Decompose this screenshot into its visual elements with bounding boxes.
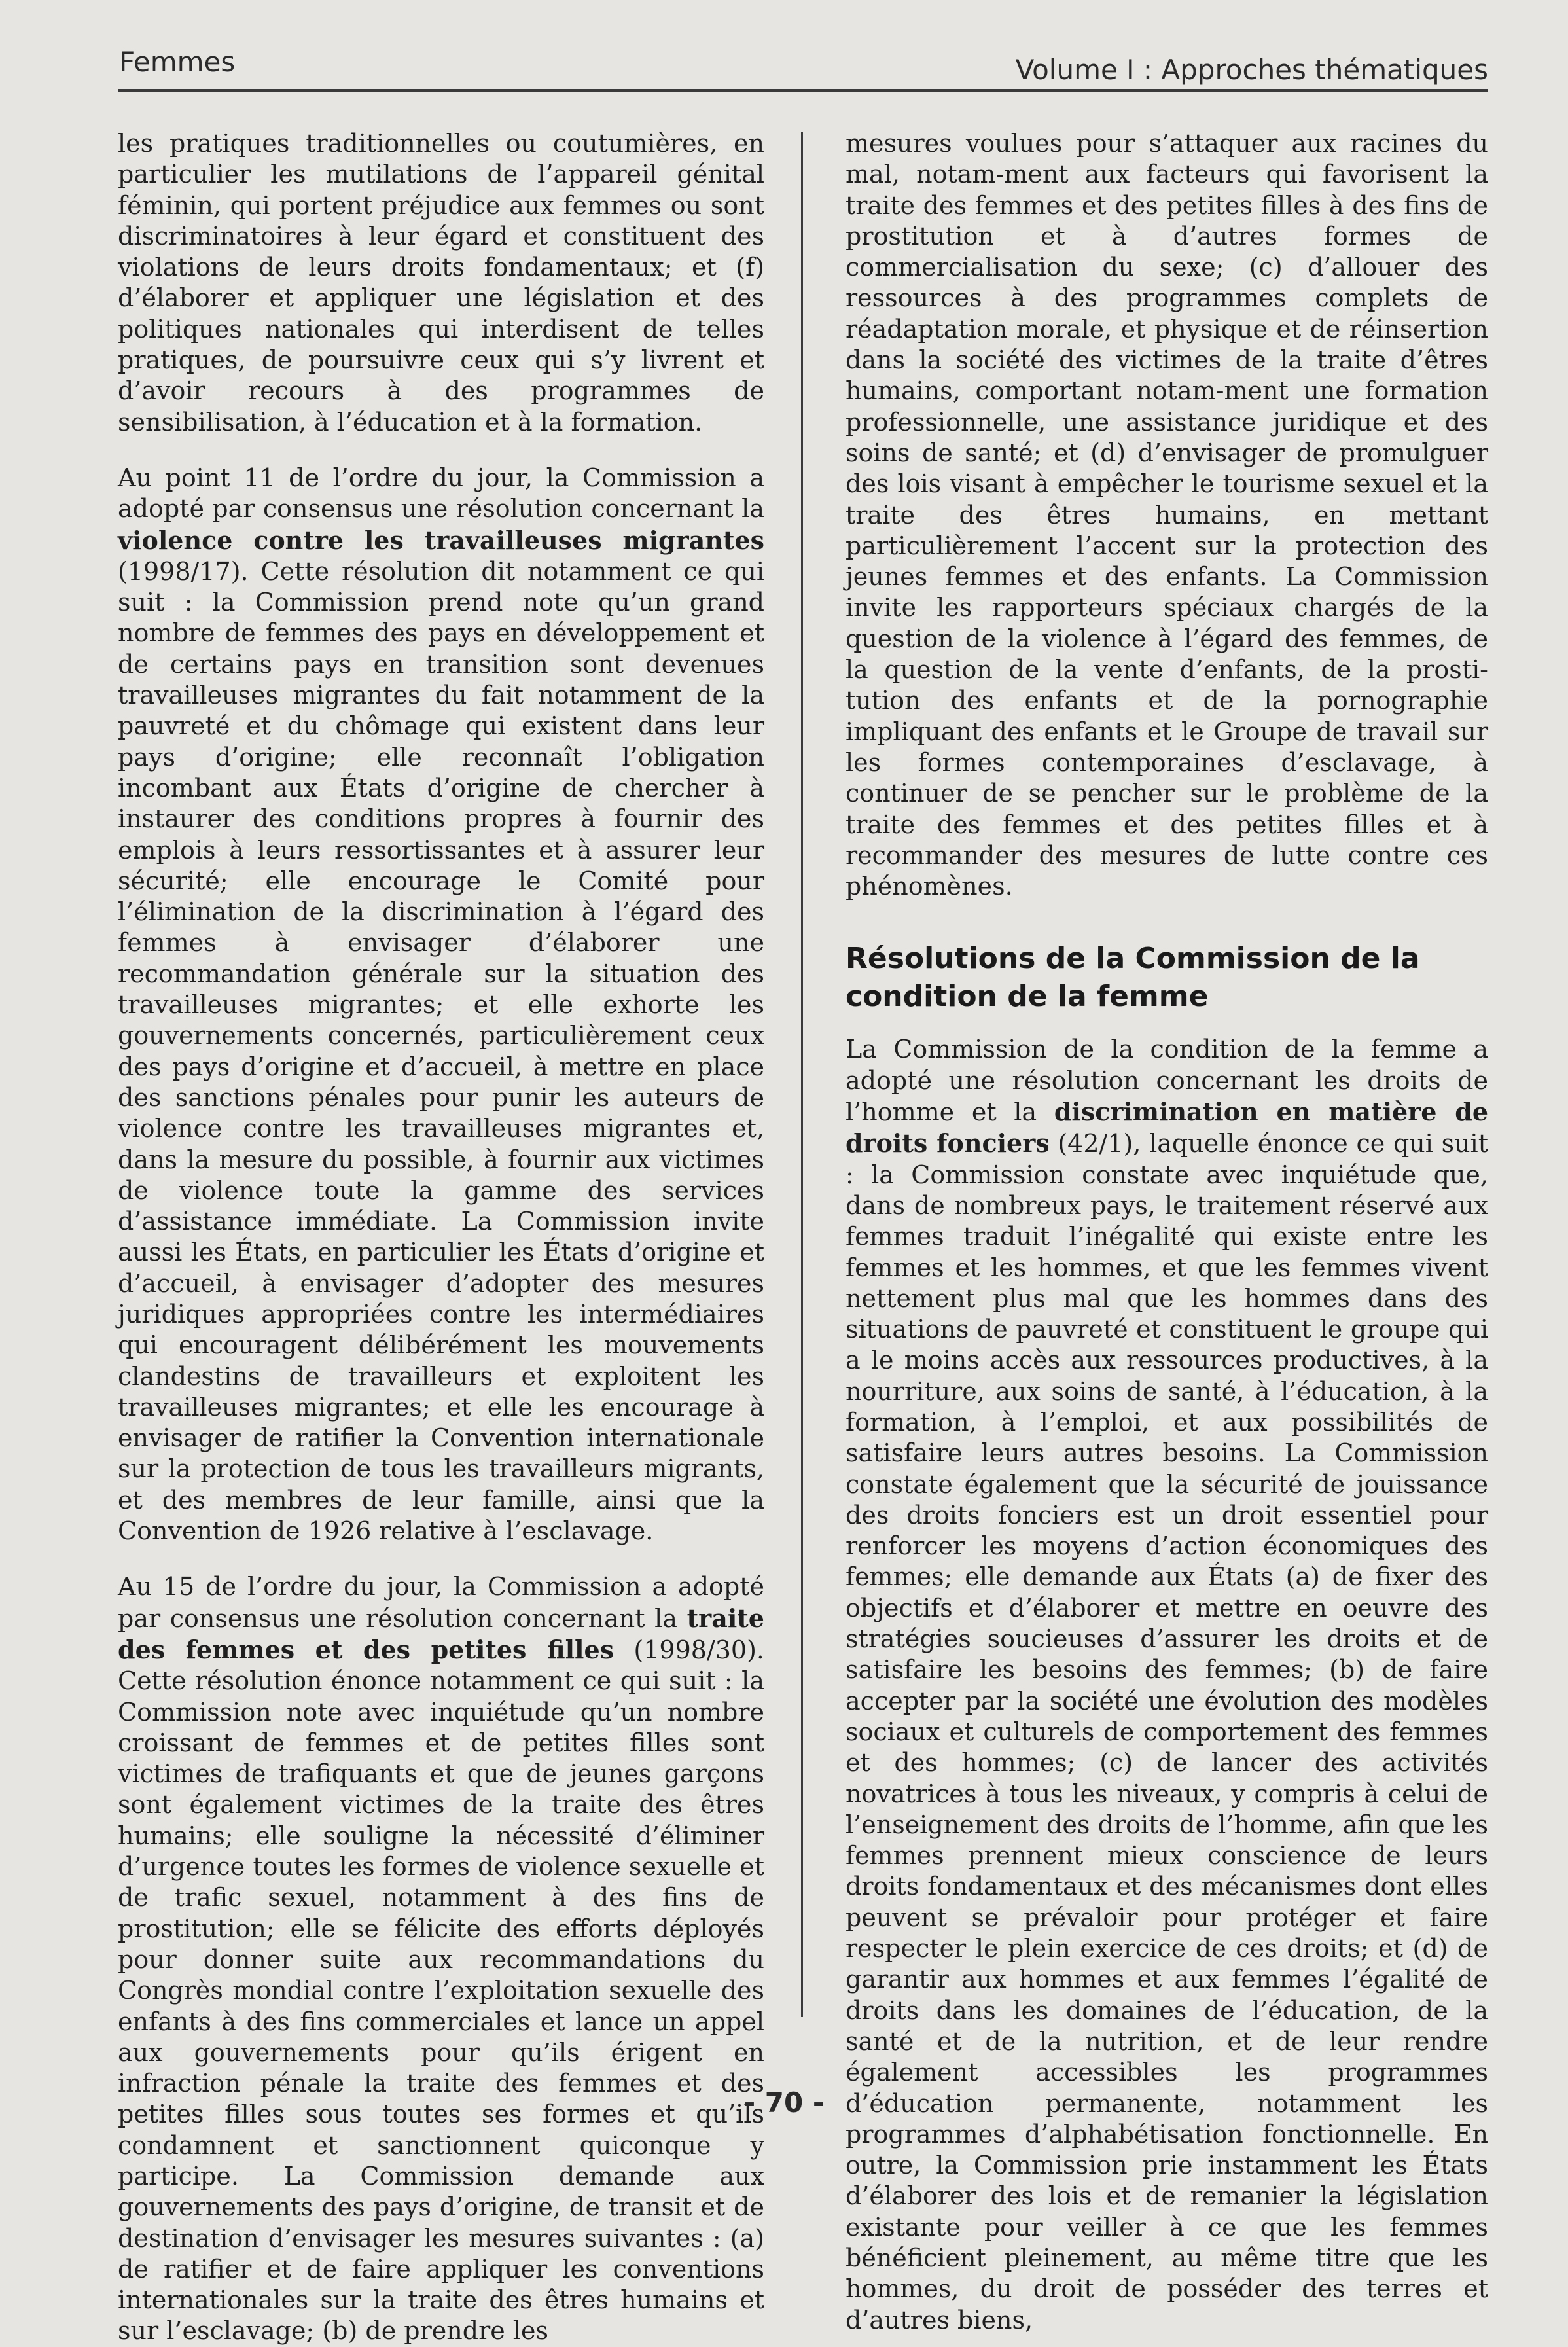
bold-term: violence contre les travailleuses migrantes	[118, 525, 764, 555]
volume-title: Volume I : Approches thématiques	[1015, 54, 1488, 86]
running-header	[118, 43, 1488, 96]
paragraph: les pratiques traditionnelles ou coutumières, en particulier les mutilations de l’appareil génital féminin, qui portent préjudice aux femmes ou sont discriminatoires à leur égard et constituent des violations de leurs droits fondamentaux; et (f) d’élaborer et appliquer une législation et des politiques nationales qui interdisent de telles pratiques, de poursuivre ceux qui s’y livrent et d’avoir recours à des programmes de sensibilisation, à l’éducation et à la formation.	[118, 129, 764, 437]
left-column	[118, 128, 764, 2347]
bold-term: discrimination en matière de droits fonciers	[846, 1097, 1488, 1158]
bold-term: traite des femmes et des petites filles	[118, 1603, 764, 1664]
section-title: Femmes	[119, 46, 236, 78]
column-divider	[801, 132, 803, 2017]
paragraph: mesures voulues pour s’attaquer aux racines du mal, notam-ment aux facteurs qui favorisent la traite des femmes et des petites filles à des fins de prostitution et à d’autres formes de commercialisation du sexe; (c) d’allouer des ressources à des programmes complets de réadaptation morale, et physique et de réinsertion dans la société des victimes de la traite d’êtres humains, comportant notam-ment une formation professionnelle, une assistance juridique et des soins de santé; et (d) d’envisager de promulguer des lois visant à empêcher le tourisme sexuel et la traite des êtres humains, en mettant particulièrement l’accent sur la protection des jeunes femmes et des enfants. La Commission invite les rapporteurs spéciaux chargés de la question de la violence à l’égard des femmes, de la question de la vente d’enfants, de la prosti-tution des enfants et de la pornographie impliquant des enfants et le Groupe de travail sur les formes contemporaines d’esclavage, à continuer de se pencher sur le problème de la traite des femmes et des petites filles et à recommander des mesures de lutte contre ces phénomènes.	[846, 129, 1488, 901]
paragraph: La Commission de la condition de la femme a adopté une résolution concernant les droits de l’homme et la discrimination en matière de droits fonciers (42/1), laquelle énonce ce qui suit : la Commission constate avec inquiétude que, dans de nombreux pays, le traitement réservé aux femmes traduit l’inégalité qui existe entre les femmes et les hommes, et que les femmes vivent nettement plus mal que les hommes dans des situations de pauvreté et constituent le groupe qui a le moins accès aux ressources productives, à la nourriture, aux soins de santé, à l’éducation, à la formation, à l’emploi, et aux possibilités de satisfaire leurs autres besoins. La Commission constate également que la sécurité de jouissance des droits fonciers est un droit essentiel pour renforcer les moyens d’action économiques des femmes; elle demande aux États (a) de fixer des objectifs et d’élaborer et mettre en oeuvre des stratégies soucieuses d’assurer les droits et de satisfaire les besoins des femmes; (b) de faire accepter par la société une évolution des modèles sociaux et culturels de comportement des femmes et des hommes; (c) de lancer des activités novatrices à tous les niveaux, y compris à celui de l’enseignement des droits de l’homme, afin que les femmes prennent mieux conscience de leurs droits fondamentaux et des mécanismes dont elles peuvent se prévaloir pour protéger et faire respecter le plein exercice de ces droits; et (d) de garantir aux hommes et aux femmes l’égalité de droits dans les domaines de l’éducation, de la santé et de la nutrition, et de leur rendre également accessibles les programmes d’éducation permanente, notamment les programmes d’alphabétisation fonctionnelle. En outre, la Commission prie instamment les États d’élaborer des lois et de remanier la législation existante pour veiller à ce que les femmes bénéficient pleinement, au même titre que les hommes, du droit de posséder des terres et d’autres biens,	[846, 1035, 1488, 2335]
header-rule	[118, 89, 1488, 92]
paragraph: Au point 11 de l’ordre du jour, la Commission a adopté par consensus une résolution concernant la violence contre les travailleuses migrantes (1998/17). Cette résolution dit notamment ce qui suit : la Commission prend note qu’un grand nombre de femmes des pays en développement et de certains pays en transition sont devenues travailleuses migrantes du fait notamment de la pauvreté et du chômage qui existent dans leur pays d’origine; elle reconnaît l’obligation incombant aux États d’origine de chercher à instaurer des conditions propres à fournir des emplois à leurs ressortissantes et à assurer leur sécurité; elle encourage le Comité pour l’élimination de la discrimination à l’égard des femmes à envisager d’élaborer une recommandation générale sur la situation des travailleuses migrantes; et elle exhorte les gouvernements concernés, particulièrement ceux des pays d’origine et d’accueil, à mettre en place des sanctions pénales pour punir les auteurs de violence contre les travailleuses migrantes et, dans la mesure du possible, à fournir aux victimes de violence toute la gamme des services d’assistance immédiate. La Commission invite aussi les États, en particulier les États d’origine et d’accueil, à envisager d’adopter des mesures juridiques appropriées contre les intermédiaires qui encouragent délibérément les mouvements clandestins de travailleurs et exploitent les travailleuses migrantes; et elle les encourage à envisager de ratifier la Convention internationale sur la protection de tous les travailleurs migrants, et des membres de leur famille, ainsi que la Convention de 1926 relative à l’esclavage.	[118, 463, 764, 1546]
paragraph: Au 15 de l’ordre du jour, la Commission a adopté par consensus une résolution concernant la traite des femmes et des petites filles (1998/30). Cette résolution énonce notamment ce qui suit : la Commission note avec inquiétude qu’un nombre croissant de femmes et de petites filles sont victimes de trafiquants et que de jeunes garçons sont également victimes de la traite des êtres humains; elle souligne la nécessité d’éliminer d’urgence toutes les formes de violence sexuelle et de trafic sexuel, notamment à des fins de prostitution; elle se félicite des efforts déployés pour donner suite aux recommandations du Congrès mondial contre l’exploitation sexuelle des enfants à des fins commerciales et lance un appel aux gouvernements pour qu’ils érigent en infraction pénale la traite des femmes et des petites filles sous toutes ses formes et qu’ils condamnent et sanctionnent quiconque y participe. La Commission demande aux gouvernements des pays d’origine, de transit et de destination d’envisager les mesures suivantes : (a) de ratifier et de faire appliquer les conventions internationales sur la traite des êtres humains et sur l’esclavage; (b) de prendre les	[118, 1572, 764, 2346]
page-number: - 70 -	[743, 2087, 825, 2119]
section-heading: Résolutions de la Commission de la condition de la femme	[846, 942, 1420, 1014]
right-column	[846, 128, 1488, 2336]
